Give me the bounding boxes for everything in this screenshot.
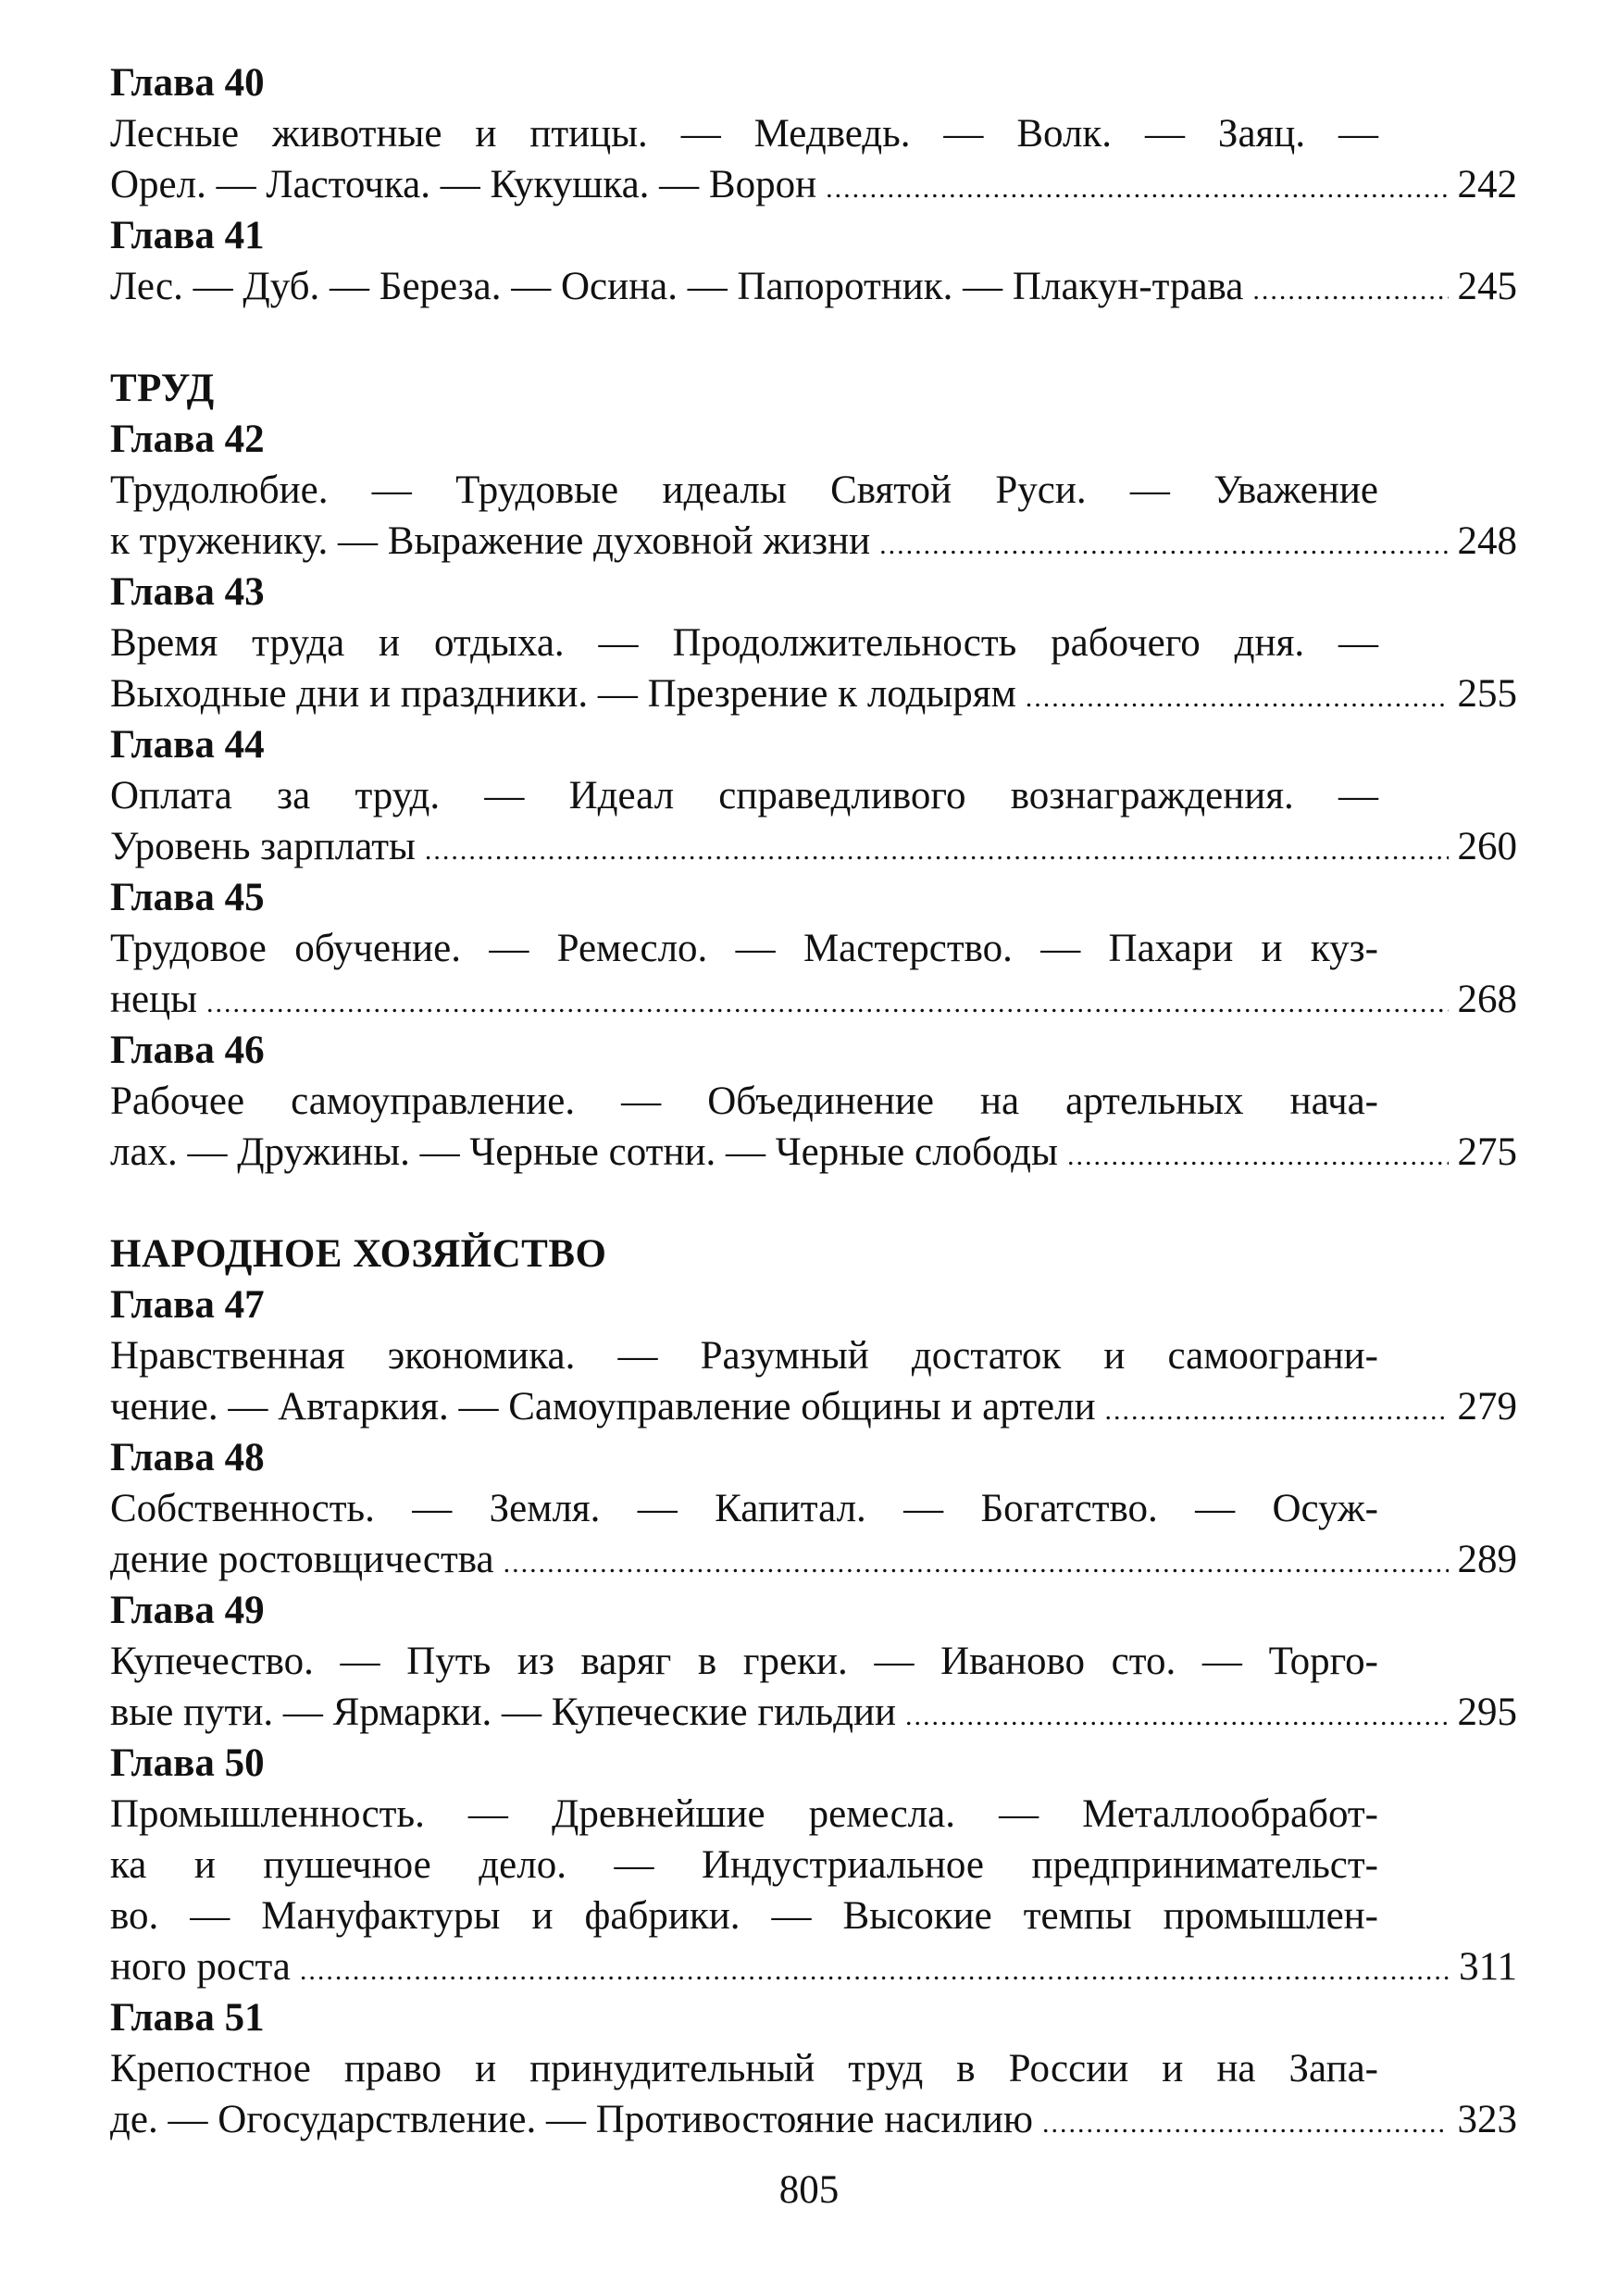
chapter-description-line: Трудовое обучение. — Ремесло. — Мастерство. — Пахари и куз- [110,927,1378,970]
toc-page-number: 255 [1457,672,1517,716]
chapter-description-text: Орел. — Ласточка. — Кукушка. — Ворон [110,163,817,206]
chapter-description-last-line [110,1534,1517,1585]
chapter-description-last-line [110,1381,1517,1432]
dot-leader [826,163,1448,214]
toc-entry [110,872,1517,1025]
chapter-description-last-line [110,1127,1517,1178]
chapter-heading: Глава 42 [110,418,265,461]
toc-page-number: 295 [1457,1691,1517,1734]
chapter-description-line: Трудолюбие. — Трудовые идеалы Святой Руси. — Уважение [110,468,1378,512]
dot-leader [206,978,1449,1029]
table-of-contents [110,57,1517,2145]
toc-page-number: 242 [1457,163,1517,206]
toc-entry [110,1992,1517,2145]
chapter-description-text: чение. — Автаркия. — Самоуправление общины и артели [110,1385,1096,1429]
chapter-heading: Глава 48 [110,1436,265,1479]
toc-entry [110,1432,1517,1585]
chapter-description-line: Купечество. — Путь из варяг в греки. — Иваново сто. — Торго- [110,1640,1378,1683]
toc-entry [110,567,1517,719]
chapter-heading: Глава 50 [110,1741,265,1785]
toc-page-number: 260 [1457,825,1517,868]
toc-entry [110,1738,1517,1992]
chapter-description-line: Рабочее самоуправление. — Объединение на артельных нача- [110,1079,1378,1123]
chapter-description-line: Промышленность. — Древнейшие ремесла. — Металлообработ- [110,1792,1378,1836]
chapter-description-line: Оплата за труд. — Идеал справедливого вознаграждения. — [110,774,1378,817]
chapter-description-text: к труженику. — Выражение духовной жизни [110,519,871,563]
dot-leader [1105,1385,1449,1436]
chapter-heading: Глава 47 [110,1283,265,1327]
dot-leader [300,1945,1450,1996]
toc-page-number: 323 [1457,2098,1517,2141]
chapter-heading: Глава 51 [110,1996,265,2040]
chapter-description-text: лах. — Дружины. — Черные сотни. — Черные слободы [110,1130,1058,1174]
toc-entry [110,210,1517,312]
chapter-description-text: ного роста [110,1945,291,1989]
chapter-description-text: нецы [110,978,197,1021]
dot-leader [879,519,1448,570]
toc-page-number: 248 [1457,519,1517,563]
chapter-description-last-line [110,821,1517,872]
toc-entry [110,719,1517,872]
toc-entry [110,57,1517,210]
chapter-description-last-line [110,974,1517,1025]
chapter-description-text: вые пути. — Ярмарки. — Купеческие гильдии [110,1691,896,1734]
dot-leader [1252,265,1448,316]
toc-entry [110,1025,1517,1178]
chapter-description-text: де. — Огосударствление. — Противостояние насилию [110,2098,1033,2141]
toc-entry [110,1585,1517,1738]
dot-leader [905,1691,1449,1741]
chapter-description-last-line [110,159,1517,210]
section-title: ТРУД [110,367,215,410]
chapter-description-last-line [110,516,1517,567]
chapter-heading: Глава 41 [110,214,265,257]
chapter-description-line: ка и пушечное дело. — Индустриальное предпринимательст- [110,1843,1378,1887]
chapter-description-text: дение ростовщичества [110,1538,494,1581]
chapter-description-line: Лесные животные и птицы. — Медведь. — Волк. — Заяц. — [110,112,1378,156]
chapter-heading: Глава 43 [110,570,265,614]
dot-leader [504,1538,1449,1589]
dot-leader [1026,672,1449,723]
toc-page-number: 279 [1457,1385,1517,1429]
chapter-heading: Глава 46 [110,1029,265,1072]
dot-leader [1067,1130,1449,1181]
chapter-description-text: Уровень зарплаты [110,825,416,868]
dot-leader [425,825,1449,876]
page-number: 805 [778,2168,840,2212]
chapter-description-line: во. — Мануфактуры и фабрики. — Высокие темпы промышлен- [110,1894,1378,1938]
chapter-heading: Глава 45 [110,876,265,919]
chapter-description-last-line [110,1941,1517,1992]
chapter-description-line: Крепостное право и принудительный труд в России и на Запа- [110,2047,1378,2090]
dot-leader [1042,2098,1449,2149]
chapter-description-line: Собственность. — Земля. — Капитал. — Богатство. — Осуж- [110,1487,1378,1530]
chapter-description-text: Выходные дни и праздники. — Презрение к лодырям [110,672,1016,716]
chapter-description-text: Лес. — Дуб. — Береза. — Осина. — Папоротник. — Плакун-трава [110,265,1244,308]
toc-page-number: 268 [1457,978,1517,1021]
chapter-heading: Глава 44 [110,723,265,767]
toc-page-number: 275 [1457,1130,1517,1174]
toc-page-number: 289 [1457,1538,1517,1581]
toc-entry [110,1279,1517,1432]
toc-entry [110,414,1517,567]
chapter-description-line: Нравственная экономика. — Разумный достаток и самоограни- [110,1334,1378,1378]
chapter-heading: Глава 49 [110,1589,265,1632]
section-title: НАРОДНОЕ ХОЗЯЙСТВО [110,1232,607,1276]
chapter-description-last-line [110,2094,1517,2145]
toc-page-number: 245 [1457,265,1517,308]
chapter-heading: Глава 40 [110,61,265,105]
toc-page-number: 311 [1459,1945,1517,1989]
chapter-description-last-line [110,261,1517,312]
chapter-description-line: Время труда и отдыха. — Продолжительность рабочего дня. — [110,621,1378,665]
chapter-description-last-line [110,668,1517,719]
chapter-description-last-line [110,1687,1517,1738]
